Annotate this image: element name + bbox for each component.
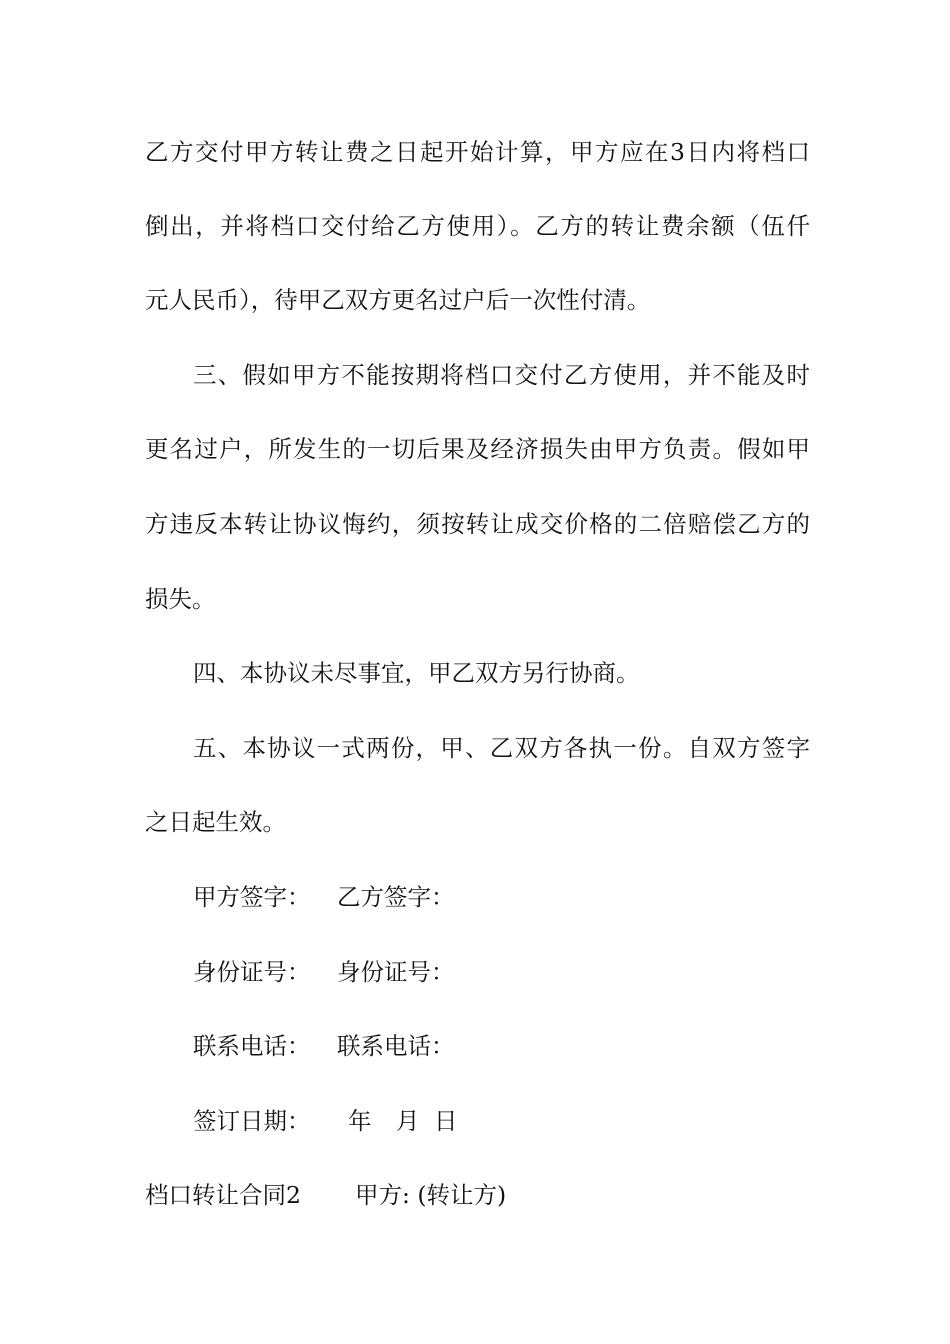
clause-5-line: 之日起生效。 [145, 808, 286, 836]
paragraph-line: 元人民币），待甲乙双方更名过户后一次性付清。 [145, 286, 651, 314]
paragraph-line: 乙方交付甲方转让费之日起开始计算，甲方应在3日内将档口 [145, 138, 810, 166]
date-month: 月 [396, 1107, 420, 1135]
date-day: 日 [434, 1107, 458, 1135]
party-a-phone-label: 联系电话： [193, 1032, 311, 1060]
date-year: 年 [348, 1107, 372, 1135]
clause-4-line: 四、本协议未尽事宜，甲乙双方另行协商。 [193, 659, 640, 687]
party-a-signature-label: 甲方签字： [193, 883, 311, 911]
signing-date-label: 签订日期： [193, 1107, 311, 1135]
party-b-id-label: 身份证号： [337, 958, 455, 986]
paragraph-line: 倒出，并将档口交付给乙方使用）。乙方的转让费余额（伍仟 [145, 212, 810, 240]
party-a-id-label: 身份证号： [193, 958, 311, 986]
clause-3-line: 方违反本转让协议悔约，须按转让成交价格的二倍赔偿乙方的 [145, 510, 810, 538]
clause-3-line: 损失。 [145, 585, 216, 613]
clause-5-line: 五、本协议一式两份，甲、乙双方各执一份。自双方签字 [193, 734, 810, 762]
party-b-phone-label: 联系电话： [337, 1032, 455, 1060]
next-contract-party-a: 甲方: (转让方) [355, 1181, 507, 1209]
clause-3-line: 三、假如甲方不能按期将档口交付乙方使用，并不能及时 [193, 361, 810, 389]
party-b-signature-label: 乙方签字： [337, 883, 455, 911]
next-contract-title: 档口转让合同2 [145, 1181, 301, 1209]
clause-3-line: 更名过户，所发生的一切后果及经济损失由甲方负责。假如甲 [145, 435, 810, 463]
